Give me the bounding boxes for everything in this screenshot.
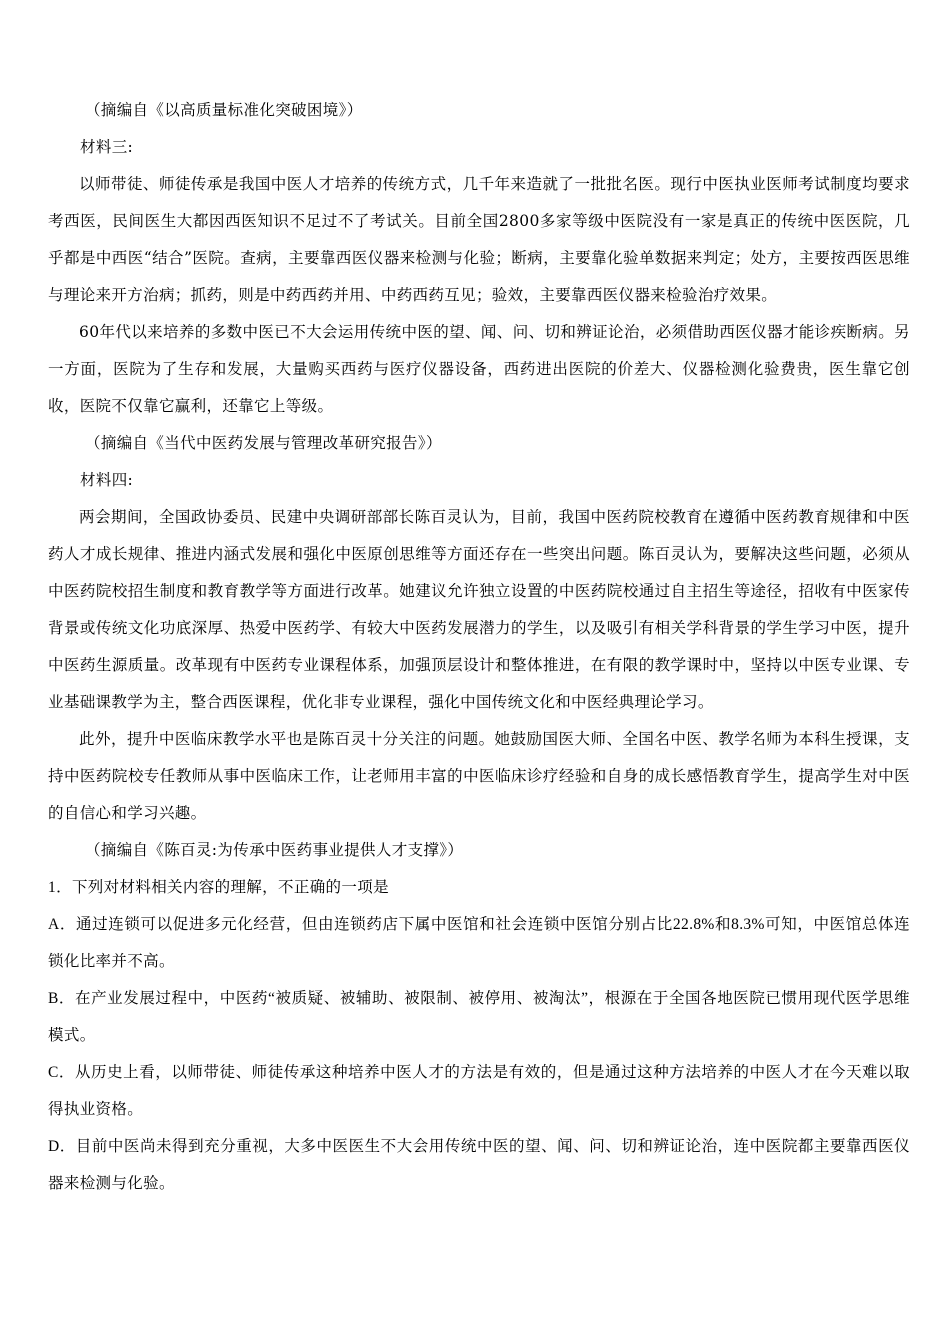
material-three-label: 材料三: [80,138,134,156]
document-page [48,92,910,1202]
source-citation-material-two: （摘编自《以高质量标准化突破困境》） [85,101,363,119]
option-c: C．从历史上看，以师带徒、师徒传承这种培养中医人才的方法是有效的，但是通过这种方法培养的中医人才在今天难以取得执业资格。 [48,1064,910,1118]
material-four-paragraph-1: 两会期间，全国政协委员、民建中央调研部部长陈百灵认为，目前，我国中医药院校教育在遵循中医药教育规律和中医药人才成长规律、推进内涵式发展和强化中医原创思维等方面还存在一些突出问题。陈百灵认为，要解决这些问题，必须从中医药院校招生制度和教育教学等方面进行改革。她建议允许独立设置的中医药院校通过自主招生等途径，招收有中医家传背景或传统文化功底深厚、热爱中医药学、有较大中医药发展潜力的学生，以及吸引有相关学科背景的学生学习中医，提升中医药生源质量。改革现有中医药专业课程体系，加强顶层设计和整体推进，在有限的教学课时中，坚持以中医专业课、专业基础课教学为主，整合西医课程，优化非专业课程，强化中国传统文化和中医经典理论学习。 [48,508,910,711]
material-three-paragraph-2: 60年代以来培养的多数中医已不大会运用传统中医的望、闻、问、切和辨证论治，必须借助西医仪器才能诊疾断病。另一方面，医院为了生存和发展，大量购买西药与医疗仪器设备，西药进出医院的价差大、仪器检测化验费贵，医生靠它创收，医院不仅靠它赢利，还靠它上等级。 [48,323,910,415]
source-citation-material-three: （摘编自《当代中医药发展与管理改革研究报告》） [85,434,442,452]
question-stem: 1．下列对材料相关内容的理解，不正确的一项是 [48,879,389,896]
option-a: A．通过连锁可以促进多元化经营，但由连锁药店下属中医馆和社会连锁中医馆分别占比22.8%和8.3%可知，中医馆总体连锁化比率并不高。 [48,916,910,970]
source-citation-material-four: （摘编自《陈百灵:为传承中医药事业提供人才支撑》） [85,841,464,859]
material-four-paragraph-2: 此外，提升中医临床教学水平也是陈百灵十分关注的问题。她鼓励国医大师、全国名中医、教学名师为本科生授课，支持中医药院校专任教师从事中医临床工作，让老师用丰富的中医临床诊疗经验和自身的成长感悟教育学生，提高学生对中医的自信心和学习兴趣。 [48,730,910,822]
material-three-paragraph-1: 以师带徒、师徒传承是我国中医人才培养的传统方式，几千年来造就了一批批名医。现行中医执业医师考试制度均要求考西医，民间医生大都因西医知识不足过不了考试关。目前全国2800多家等级中医院没有一家是真正的传统中医医院，几乎都是中西医“结合”医院。查病，主要靠西医仪器来检测与化验；断病，主要靠化验单数据来判定；处方，主要按西医思维与理论来开方治病；抓药，则是中药西药并用、中药西药互见；验效，主要靠西医仪器来检验治疗效果。 [48,175,910,304]
material-four-label: 材料四: [80,471,134,489]
option-b: B．在产业发展过程中，中医药“被质疑、被辅助、被限制、被停用、被淘汰”，根源在于全国各地医院已惯用现代医学思维模式。 [48,990,910,1044]
option-d: D．目前中医尚未得到充分重视，大多中医医生不大会用传统中医的望、闻、问、切和辨证论治，连中医院都主要靠西医仪器来检测与化验。 [48,1138,910,1192]
